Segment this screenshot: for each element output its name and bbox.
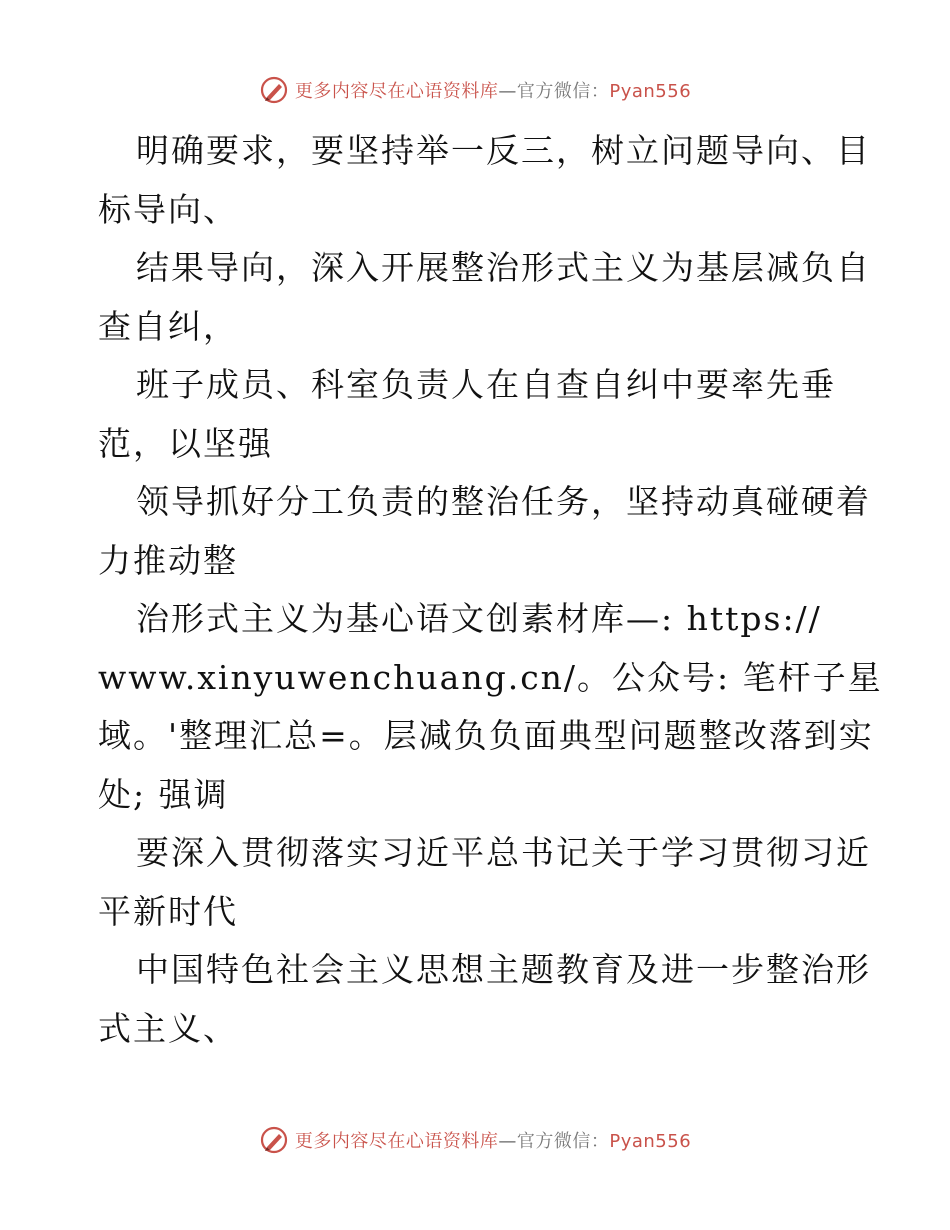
banner-brand: 更多内容尽在心语资料库	[294, 81, 499, 102]
banner-wechat-id: Pyan556	[609, 1131, 692, 1152]
text-line: 标导向、	[98, 189, 238, 229]
text-line: 治形式主义为基心语文创素材库—: https://	[136, 599, 822, 638]
text-line: 式主义、	[98, 1008, 238, 1048]
banner-separator: —	[498, 1131, 517, 1152]
header-banner	[0, 72, 950, 108]
text-line: 要深入贯彻落实习近平总书记关于学习贯彻习近	[136, 833, 871, 872]
text-line: 领导抓好分工负责的整治任务，坚持动真碰硬着	[136, 482, 871, 521]
banner-wechat-label: 官方微信：	[516, 81, 610, 102]
banner-brand: 更多内容尽在心语资料库	[294, 1131, 499, 1152]
text-line: 中国特色社会主义思想主题教育及进一步整治形	[136, 950, 871, 989]
banner-wechat-label: 官方微信：	[516, 1131, 610, 1152]
banner-separator: —	[498, 81, 517, 102]
banner-text	[295, 77, 691, 103]
banner-wechat-id: Pyan556	[609, 81, 692, 102]
text-line: 域。'整理汇总=。层减负负面典型问题整改落到实	[98, 716, 874, 755]
pen-logo-icon	[259, 1125, 289, 1155]
text-line: 处; 强调	[98, 774, 229, 814]
text-line: 力推动整	[98, 540, 238, 580]
text-line: 结果导向，深入开展整治形式主义为基层减负自	[136, 248, 871, 287]
pen-logo-icon	[259, 75, 289, 105]
text-line: 班子成员、科室负责人在自查自纠中要率先垂	[136, 365, 836, 404]
document-body	[98, 122, 883, 1058]
text-line: 平新时代	[98, 891, 238, 931]
text-line: www.xinyuwenchuang.cn/。公众号: 笔杆子星	[98, 657, 883, 697]
footer-banner	[0, 1122, 950, 1158]
text-line: 查自纠，	[98, 306, 238, 346]
banner-text	[295, 1127, 691, 1153]
text-line: 范，以坚强	[98, 423, 273, 463]
text-line: 明确要求，要坚持举一反三，树立问题导向、目	[136, 131, 871, 170]
